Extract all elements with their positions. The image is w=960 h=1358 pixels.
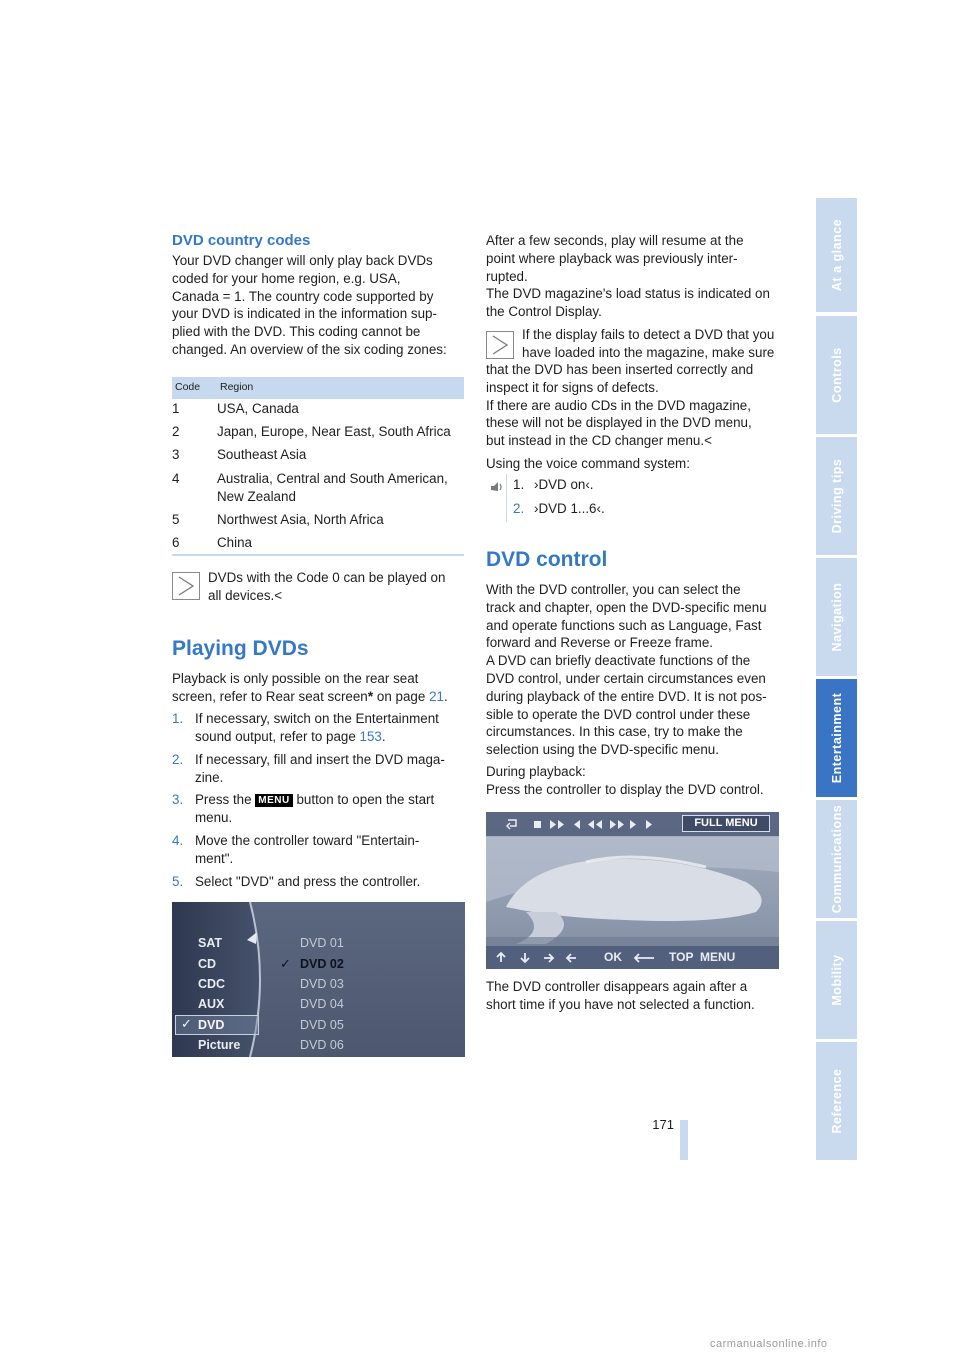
source-item-aux[interactable]: AUX: [198, 997, 225, 1011]
dvd-control-screenshot: [486, 812, 779, 969]
page-number: 171: [652, 1117, 674, 1132]
tab-reference[interactable]: Reference: [816, 1042, 857, 1160]
note-code-zero: DVDs with the Code 0 can be played on all devices.<: [208, 570, 446, 603]
page-number-bar: [680, 1120, 688, 1160]
tab-navigation[interactable]: Navigation: [816, 558, 857, 676]
voice-command-box: [486, 474, 782, 522]
tab-communications[interactable]: Communications: [816, 800, 857, 918]
full-menu-button[interactable]: FULL MENU: [682, 815, 770, 832]
dvd-control-paragraph: With the DVD controller, you can select the track and chapter, open the DVD-specific menu and operate functions such as Language, Fast forward and Reverse or Freeze frame. A DVD can briefly deactivate functions of the DVD control, under certain circumstances even during playback of the entire DVD. It is not pos- sible to operate the DVD control under these circumstances. In this case, try to make the selection using the DVD-specific menu.: [486, 582, 767, 758]
voice-command-item: 1. ›DVD on‹.: [513, 477, 594, 492]
source-item-picture[interactable]: Picture: [198, 1038, 241, 1052]
disc-item[interactable]: DVD 04: [300, 997, 344, 1011]
voice-command-item: 2. ›DVD 1...6‹.: [513, 501, 605, 516]
section-heading-playing-dvds: Playing DVDs: [172, 637, 309, 660]
disc-item[interactable]: DVD 06: [300, 1038, 344, 1052]
voice-command-icon: [489, 479, 503, 493]
disc-item[interactable]: DVD 03: [300, 977, 344, 991]
tab-controls[interactable]: Controls: [816, 316, 857, 434]
check-icon: ✓: [280, 956, 291, 971]
note-detect-continued: that the DVD has been inserted correctly and inspect it for signs of defects. If there are audio CDs in the DVD magazine, these will not be displayed in the DVD menu, but instead in the CD changer menu.<: [486, 362, 754, 449]
tab-at-a-glance[interactable]: At a glance: [816, 198, 857, 312]
dvd-menu-screenshot: [172, 902, 465, 1057]
source-item-dvd[interactable]: DVD: [198, 1018, 225, 1032]
note-triangle-icon: [172, 572, 200, 600]
section-heading-country-codes: DVD country codes: [172, 232, 311, 249]
ok-button[interactable]: OK: [604, 950, 622, 964]
note-triangle-icon: [486, 331, 514, 359]
disc-item[interactable]: DVD 01: [300, 936, 344, 950]
column-header-region: Region: [220, 381, 254, 393]
region-table-header: [172, 377, 464, 399]
disc-item-selected[interactable]: DVD 02: [300, 957, 344, 971]
menu-button-icon: MENU: [255, 794, 292, 807]
tab-entertainment[interactable]: Entertainment: [816, 679, 857, 797]
top-button[interactable]: TOP: [669, 950, 694, 964]
dvd-frame-image: [486, 812, 779, 969]
source-item-cdc[interactable]: CDC: [198, 977, 226, 991]
voice-box-rule: [506, 474, 507, 522]
source-item-cd[interactable]: CD: [198, 957, 217, 971]
voice-intro: Using the voice command system:: [486, 456, 690, 471]
note-detect-dvd: If the display fails to detect a DVD that you have loaded into the magazine, make sure: [522, 327, 775, 360]
source-item-sat[interactable]: SAT: [198, 936, 223, 950]
section-heading-dvd-control: DVD control: [486, 548, 608, 571]
menu-button[interactable]: MENU: [700, 950, 736, 964]
resume-paragraph: After a few seconds, play will resume at the point where playback was previously inter- rupted. The DVD magazine's load status is indicated on the Control Display.: [486, 233, 770, 320]
disappear-paragraph: The DVD controller disappears again after a short time if you have not selected a function.: [486, 979, 755, 1012]
page-link-153[interactable]: 153: [359, 728, 382, 744]
during-playback-paragraph: During playback: Press the controller to display the DVD control.: [486, 764, 764, 797]
check-icon: ✓: [181, 1016, 192, 1031]
footer-watermark: carmanualsonline.info: [710, 1338, 828, 1350]
disc-item[interactable]: DVD 05: [300, 1018, 344, 1032]
page-link-21[interactable]: 21: [429, 688, 444, 704]
playing-intro-paragraph: Playback is only possible on the rear seat screen, refer to Rear seat screen* on page 21.: [172, 671, 448, 704]
tab-driving-tips[interactable]: Driving tips: [816, 437, 857, 555]
country-codes-paragraph: Your DVD changer will only play back DVDs coded for your home region, e.g. USA, Canada = 1. The country code supported by your DVD is indicated in the information sup- plied with the DVD. This coding cannot be changed. An overview of the six coding zones:: [172, 253, 447, 357]
table-bottom-rule: [172, 554, 464, 556]
tab-mobility[interactable]: Mobility: [816, 921, 857, 1039]
column-header-code: Code: [175, 381, 201, 393]
